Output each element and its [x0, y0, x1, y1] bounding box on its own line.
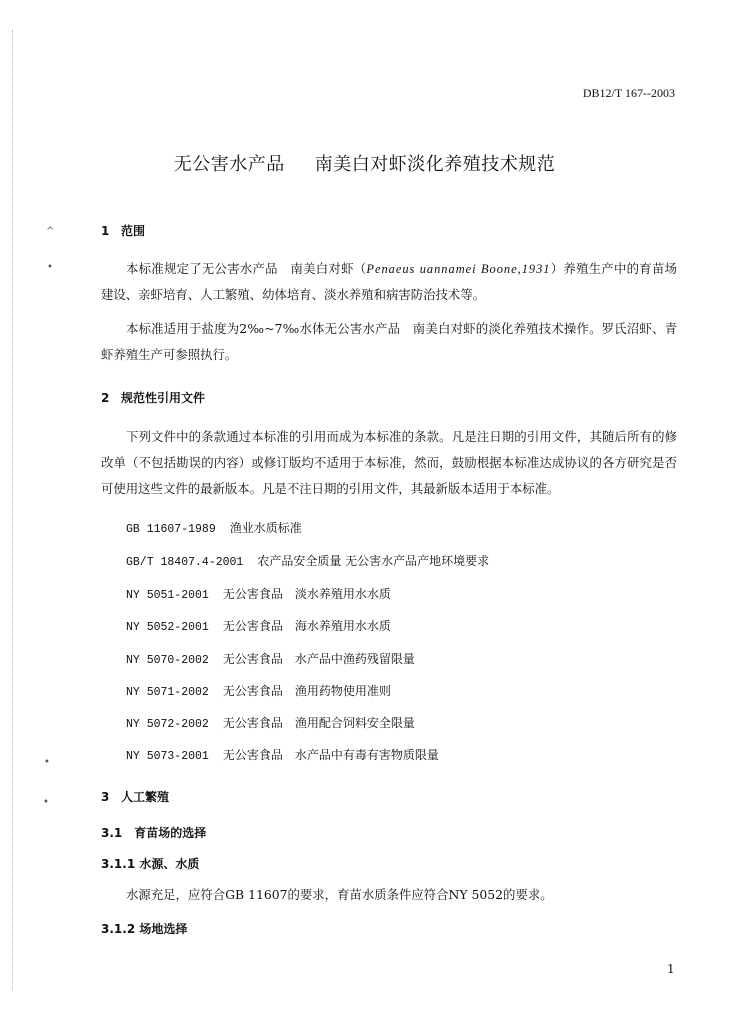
reference-item [126, 617, 391, 634]
reference-code: NY 5051-2001 [126, 589, 209, 602]
reference-title: 无公害食品 水产品中渔药残留限量 [222, 652, 415, 666]
reference-code: GB/T 18407.4-2001 [126, 556, 244, 569]
section-2-intro: 下列文件中的条款通过本标准的引用而成为本标准的条款。凡是注日期的引用文件，其随后所有的修改单（不包括勘误的内容）或修订版均不适用于本标准，然而，鼓励根据本标准达成协议的各方研究是否可使用这些文件的最新版本。凡是不注日期的引用文件，其最新版本适用于本标准。 [101, 429, 677, 496]
subsection-3-1-2-heading: 3.1.2 场地选择 [101, 922, 188, 936]
reference-code: GB 11607-1989 [126, 523, 216, 536]
standard-code: DB12/T 167--2003 [582, 86, 675, 100]
reference-title: 无公害食品 渔用药物使用准则 [222, 684, 391, 698]
reference-item [126, 682, 391, 699]
section-title: 规范性引用文件 [121, 391, 206, 405]
reference-code: NY 5070-2002 [126, 654, 209, 667]
reference-code: NY 5073-2001 [126, 750, 209, 763]
reference-item [126, 650, 415, 667]
document-title [0, 150, 729, 176]
section-title: 人工繁殖 [121, 790, 170, 804]
species-latin-name: Penaeus uannamei Boone,1931 [366, 262, 551, 276]
title-part-1: 无公害水产品 [173, 154, 285, 175]
section-1-heading [101, 222, 145, 239]
reference-item [126, 552, 489, 569]
reference-title: 无公害食品 水产品中有毒有害物质限量 [222, 748, 439, 762]
reference-title: 无公害食品 淡水养殖用水水质 [222, 587, 391, 601]
reference-code: NY 5072-2002 [126, 718, 209, 731]
reference-title: 无公害食品 海水养殖用水水质 [222, 619, 391, 633]
reference-title: 无公害食品 渔用配合饲料安全限量 [222, 716, 415, 730]
section-3-heading [101, 788, 169, 805]
section-number: 2 [101, 391, 110, 405]
section-title: 范围 [121, 224, 146, 238]
reference-item [126, 519, 302, 536]
subsection-3-1-1-heading: 3.1.1 水源、水质 [101, 857, 200, 871]
subsection-3-1-1-text: 水源充足，应符合GB 11607的要求，育苗水质条件应符合NY 5052的要求。 [126, 887, 553, 902]
title-part-2: 南美白对虾淡化养殖技术规范 [314, 154, 556, 175]
reference-title: 农产品安全质量 无公害水产品产地环境要求 [257, 554, 490, 568]
reference-item [126, 585, 391, 602]
section-number: 1 [101, 224, 110, 238]
reference-code: NY 5071-2002 [126, 686, 209, 699]
page-number: 1 [667, 962, 675, 976]
reference-title: 渔业水质标准 [229, 521, 302, 535]
reference-code: NY 5052-2001 [126, 621, 209, 634]
subsection-3-1-heading: 3.1 育苗场的选择 [101, 826, 207, 840]
scan-mark: • [43, 797, 49, 808]
section-number: 3 [101, 790, 110, 804]
scan-mark: ^ [46, 226, 55, 237]
scan-mark: • [47, 262, 53, 273]
reference-item [126, 714, 415, 731]
section-1-paragraph-1: 本标准规定了无公害水产品 南美白对虾（Penaeus uannamei Boone,1931）养殖生产中的育苗场建设、亲虾培育、人工繁殖、幼体培育、淡水养殖和病害防治技术等。 [101, 261, 678, 302]
reference-item [126, 746, 439, 763]
section-2-heading [101, 389, 205, 406]
scan-mark: • [44, 757, 50, 768]
section-1-paragraph-2: 本标准适用于盐度为2‰~7‰水体无公害水产品 南美白对虾的淡化养殖技术操作。罗氏沼虾、青虾养殖生产可参照执行。 [101, 321, 677, 362]
